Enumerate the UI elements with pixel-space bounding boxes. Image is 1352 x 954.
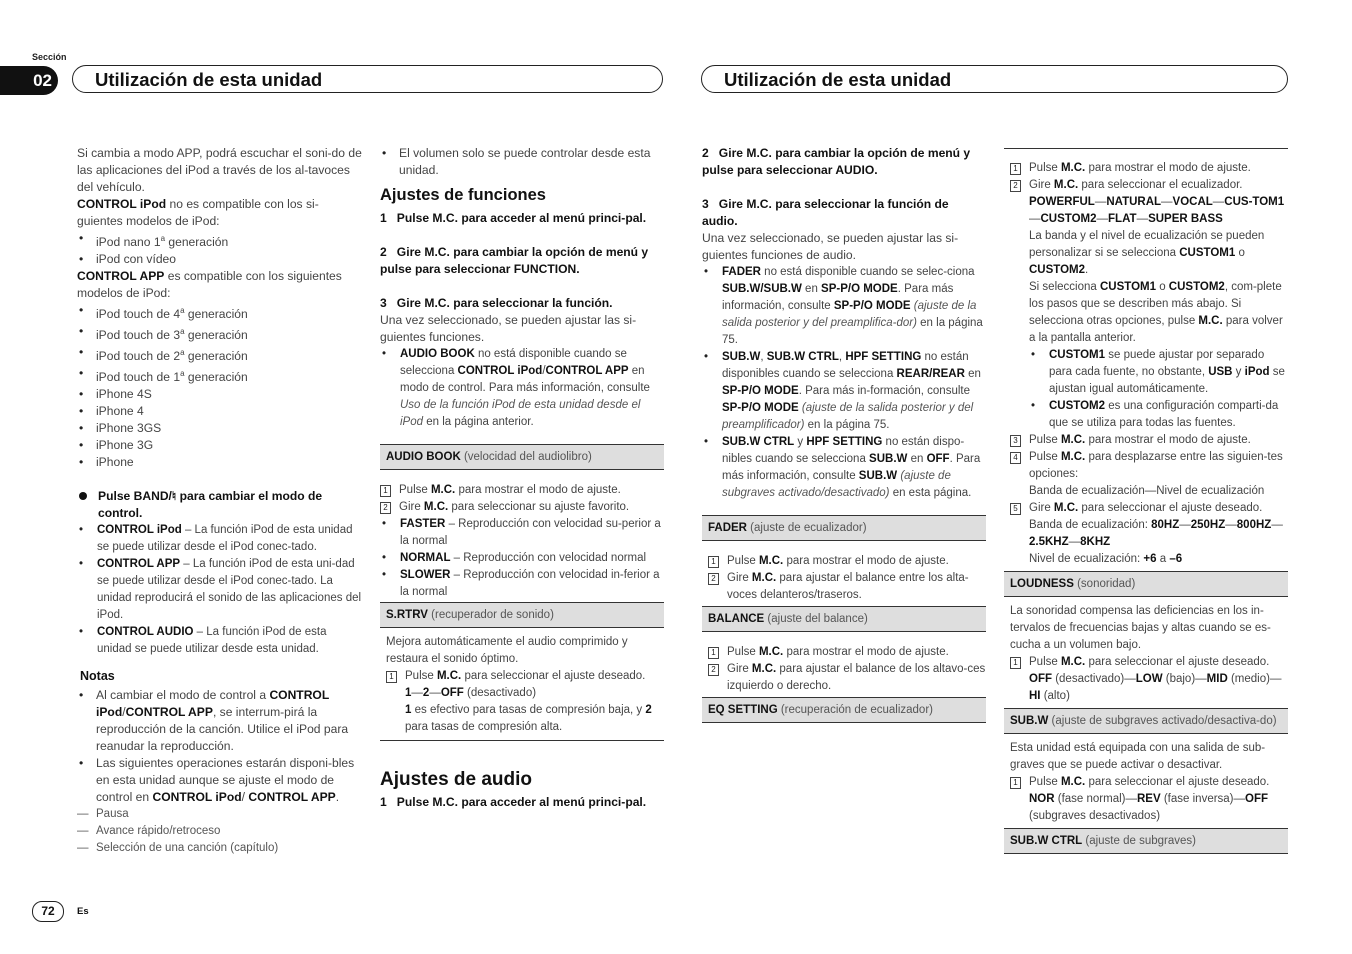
page-title-right: Utilización de esta unidad bbox=[701, 65, 1288, 93]
page-number: 72 bbox=[32, 901, 64, 922]
column-4: 1 Pulse M.C. para mostrar el modo de ajuste. 2 Gire M.C. para seleccionar el ecualizador. POWERFUL—NATURAL—VOCAL—CUS-TOM1—CUSTOM2—FLAT—SUPER BASS La banda y el nivel de ecualización se pueden personalizar si se selecciona CUSTOM1 o CUSTOM2. Si selecciona CUSTOM1 o CUSTOM2, com-plete los pasos que se describen más abajo. Si selecciona otras opciones, pulse M.C. para volver a la pantalla anterior. • CUSTOM1 se puede ajustar por separado para cada fuente, no obstante, USB y iPod se ajustan igual automáticamente. • CUSTOM2 es una configuración comparti-da que se utiliza para todas las fuentes. 3 Pulse M.C. para mostrar el modo de ajuste. 4 Pulse M.C. para desplazarse entre las siguien-tes opciones: Banda de ecualización—Nivel de ecualización 5 Gire M.C. para seleccionar el ajuste deseado. Banda de ecualización: 80HZ—250HZ—800HZ—2.5KHZ—8KHZ Nivel de ecualización: +6 a –6 LOUDNESS (sonoridad) La sonoridad compensa las deficiencias en los in-tervalos de frecuencias bajas y altas cuando se es-cucha a un volumen bajo. 1 Pulse M.C. para seleccionar el ajuste deseado. OFF (desactivado)—LOW (bajo)—MID (medio)—HI (alto) SUB.W (ajuste de subgraves activado/desactiva-do) Esta unidad está equipada con una salida de sub-graves que se puede activar o desactivar. 1 Pulse M.C. para seleccionar el ajuste deseado. NOR (fase normal)—REV (fase inversa)—OFF (subgraves desactivados) SUB.W CTRL (ajuste de subgraves) bbox=[1004, 148, 1288, 854]
column-1: Si cambia a modo APP, podrá escuchar el soni-do de las aplicaciones del iPod a través de los al-tavoces del vehículo. CONTROL iPod no es compatible con los si-guientes modelos de iPod: • iPod nano 1$^a$ generación • iPod con vídeo CONTROL APP es compatible con los siguientes modelos de iPod: • iPod touch de 4$^a$ generación • iPod touch de 3$^a$ generación • iPod touch de 2$^a$ generación • iPod touch de 1$^a$ generación • iPhone 4S • iPhone 4 • iPhone 3GS • iPhone 3G • iPhone Pulse BAND/♮ para cambiar el modo de control. • CONTROL iPod – La función iPod de esta unidad se puede utilizar desde el iPod conec-tado. • CONTROL APP – La función iPod de esta uni-dad se puede utilizar desde el iPod conec-tado. La unidad reproducirá el sonido de las aplicaciones del iPod. • CONTROL AUDIO – La función iPod de esta unidad se puede utilizar desde esta unidad. Notas • Al cambiar el modo de control a CONTROL iPod/CONTROL APP, se interrum-pirá la reproducción de la canción. Utilice el iPod para reanudar la reproducción. • Las siguientes operaciones estarán disponi-bles en esta unidad aunque se ajuste el modo de control en CONTROL iPod/ CONTROL APP. — Pausa — Avance rápido/retroceso — Selección de una canción (capítulo) bbox=[77, 145, 363, 857]
page-title-left: Utilización de esta unidad bbox=[72, 65, 663, 93]
section-number-badge: 02 bbox=[0, 66, 58, 95]
column-3: 2 Gire M.C. para cambiar la opción de menú y pulse para seleccionar AUDIO. 3 Gire M.C. para seleccionar la función de audio. Una vez seleccionado, se pueden ajustar las si-guientes funciones de audio. • FADER no está disponible cuando se selec-ciona SUB.W/SUB.W en SP-P/O MODE. Para más información, consulte SP-P/O MODE (ajuste de la salida posterior y del preamplifica-dor) en la página 75. • SUB.W, SUB.W CTRL, HPF SETTING no están disponibles cuando se selecciona REAR/REAR en SP-P/O MODE. Para más in-formación, consulte SP-P/O MODE (ajuste de la salida posterior y del preamplificador) en la página 75. • SUB.W CTRL y HPF SETTING no están dispo-nibles cuando se selecciona SUB.W en OFF. Para más información, consulte SUB.W (ajuste de subgraves activado/desactivado) en esta página. FADER (ajuste de ecualizador) 1 Pulse M.C. para mostrar el modo de ajuste. 2 Gire M.C. para ajustar el balance entre los alta-voces delanteros/traseros. BALANCE (ajuste del balance) 1 Pulse M.C. para mostrar el modo de ajuste. 2 Gire M.C. para ajustar el balance de los altavo-ces izquierdo o derecho. EQ SETTING (recuperación de ecualizador) bbox=[702, 145, 986, 723]
column-2: • El volumen solo se puede controlar desde esta unidad. Ajustes de funciones 1 Pulse M.C. para acceder al menú princi-pal. 2 Gire M.C. para cambiar la opción de menú y pulse para seleccionar FUNCTION. 3 Gire M.C. para seleccionar la función. Una vez seleccionado, se pueden ajustar las si-guientes funciones. • AUDIO BOOK no está disponible cuando se selecciona CONTROL iPod/CONTROL APP en modo de control. Para más información, consulte Uso de la función iPod de esta unidad desde el iPod en la página anterior. AUDIO BOOK (velocidad del audiolibro) 1 Pulse M.C. para mostrar el modo de ajuste. 2 Gire M.C. para seleccionar su ajuste favorito. • FASTER – Reproducción con velocidad su-perior a la normal • NORMAL – Reproducción con velocidad normal • SLOWER – Reproducción con velocidad in-ferior a la normal S.RTRV (recuperador de sonido) Mejora automáticamente el audio comprimido y restaura el sonido óptimo. 1 Pulse M.C. para seleccionar el ajuste deseado. 1—2—OFF (desactivado) 1 es efectivo para tasas de compresión baja, y 2 para tasas de compresión alta. Ajustes de audio 1 Pulse M.C. para acceder al menú princi-pal. bbox=[380, 145, 664, 811]
language-code: Es bbox=[77, 906, 89, 917]
section-label: Sección bbox=[32, 52, 67, 62]
